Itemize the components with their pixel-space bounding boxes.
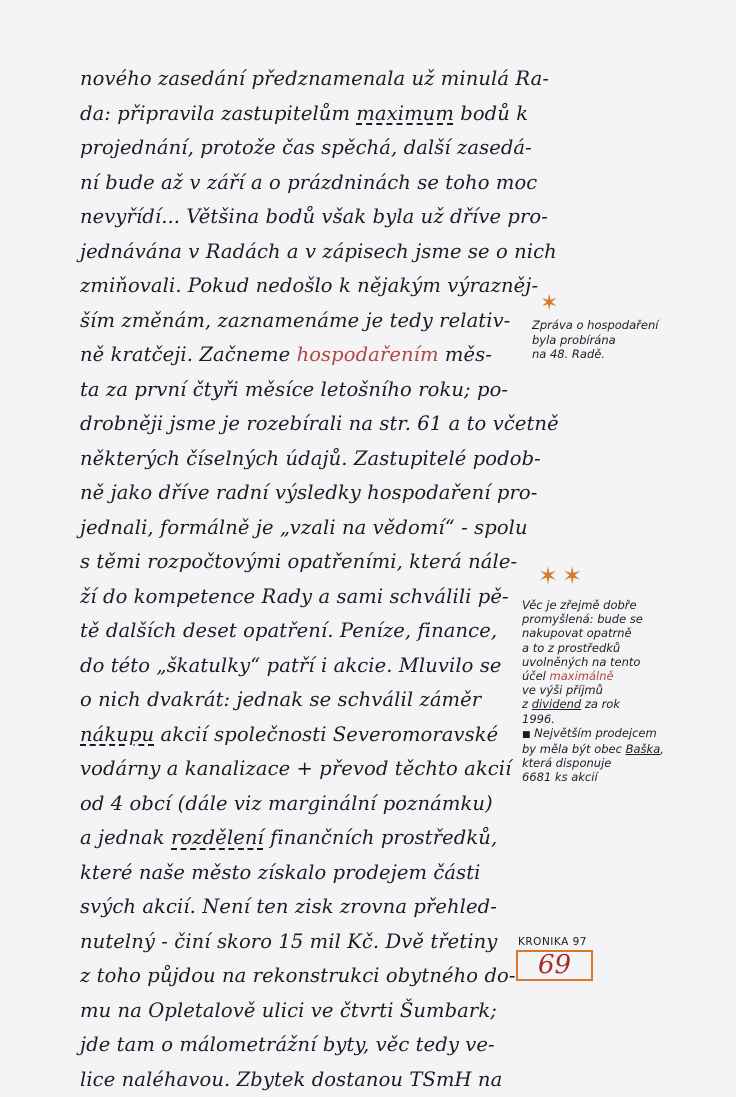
note-line: z dividend za rok	[522, 697, 718, 711]
highlighted-word: maximálně	[550, 669, 614, 683]
note-line: promyšlená: bude se	[522, 612, 718, 626]
note-line: která disponuje	[522, 756, 718, 770]
text-line: nutelný - činí skoro 15 mil Kč. Dvě třetiny	[80, 925, 512, 960]
highlighted-word: hospodařením	[297, 343, 439, 366]
note-line: na 48. Radě.	[532, 347, 722, 362]
text-line: ším změnám, zaznamenáme je tedy relativ-	[80, 304, 512, 339]
note-line: účel maximálně	[522, 669, 718, 683]
text-line: projednání, protože čas spěchá, další zasedá-	[80, 131, 512, 166]
text-line: da: připravila zastupitelům maximum bodů k	[80, 97, 512, 132]
note-line: 6681 ks akcií	[522, 770, 718, 784]
text-line: zmiňovali. Pokud nedošlo k nějakým výrazněj-	[80, 269, 512, 304]
text-line: o nich dvakrát: jednak se schválil záměr	[80, 683, 512, 718]
page-number-box	[516, 950, 593, 981]
underlined-word: maximum	[356, 102, 454, 125]
text-line: vodárny a kanalizace + převod těchto akcií	[80, 752, 512, 787]
note-line: a to z prostředků	[522, 641, 718, 655]
double-asterisk-marker-icon: ✶✶	[538, 562, 586, 590]
text-line: nevyřídí... Většina bodů však byla už dříve pro-	[80, 200, 512, 235]
text-line: ně kratčeji. Začneme hospodařením měs-	[80, 338, 512, 373]
note-line: by měla být obec Baška,	[522, 742, 718, 756]
text-line: ně jako dříve radní výsledky hospodaření pro-	[80, 476, 512, 511]
text-line: jednali, formálně je „vzali na vědomí“ - spolu	[80, 511, 512, 546]
text-line: jde tam o málometrážní byty, věc tedy ve-	[80, 1028, 512, 1063]
text-line: s těmi rozpočtovými opatřeními, která nále-	[80, 545, 512, 580]
chronicle-year-label: KRONIKA 97	[518, 936, 587, 948]
text-line: ží do kompetence Rady a sami schválili pě-	[80, 580, 512, 615]
underlined-word: rozdělení	[171, 826, 264, 849]
text-line: tě dalších deset opatření. Peníze, finance,	[80, 614, 512, 649]
asterisk-marker-icon: ✶	[540, 291, 558, 316]
text-line: lice naléhavou. Zbytek dostanou TSmH na	[80, 1063, 512, 1097]
main-text-block	[80, 62, 512, 1097]
text-line: drobněji jsme je rozebírali na str. 61 a to včetně	[80, 407, 512, 442]
note-line: uvolněných na tento	[522, 655, 718, 669]
text-line: ní bude až v září a o prázdninách se toho moc	[80, 166, 512, 201]
underlined-word: nákupu	[80, 723, 154, 746]
note-line: byla probírána	[532, 333, 722, 348]
text-line: z toho půjdou na rekonstrukci obytného do-	[80, 959, 512, 994]
square-bullet-icon: ■	[522, 730, 531, 740]
text-line: nového zasedání předznamenala už minulá Ra-	[80, 62, 512, 97]
text-line: které naše město získalo prodejem části	[80, 856, 512, 891]
text-line: a jednak rozdělení finančních prostředků,	[80, 821, 512, 856]
text-line: některých číselných údajů. Zastupitelé podob-	[80, 442, 512, 477]
text-line: svých akcií. Není ten zisk zrovna přehled-	[80, 890, 512, 925]
text-line: od 4 obcí (dále viz marginální poznámku)	[80, 787, 512, 822]
margin-note-2	[522, 598, 718, 785]
note-line: Zpráva o hospodaření	[532, 318, 722, 333]
note-line: 1996.	[522, 712, 718, 726]
note-line: Věc je zřejmě dobře	[522, 598, 718, 612]
note-line: ve výši příjmů	[522, 683, 718, 697]
note-line: nakupovat opatrně	[522, 626, 718, 640]
margin-note-1	[532, 318, 722, 362]
text-line: nákupu akcií společnosti Severomoravské	[80, 718, 512, 753]
text-line: ta za první čtyři měsíce letošního roku; po-	[80, 373, 512, 408]
text-line: jednávána v Radách a v zápisech jsme se o nich	[80, 235, 512, 270]
note-line: ■ Největším prodejcem	[522, 726, 718, 742]
page-number: 69	[518, 950, 591, 980]
underlined-word: dividend	[532, 697, 581, 711]
text-line: do této „škatulky“ patří i akcie. Mluvilo se	[80, 649, 512, 684]
underlined-word: Baška	[626, 742, 661, 756]
text-line: mu na Opletalově ulici ve čtvrti Šumbark;	[80, 994, 512, 1029]
